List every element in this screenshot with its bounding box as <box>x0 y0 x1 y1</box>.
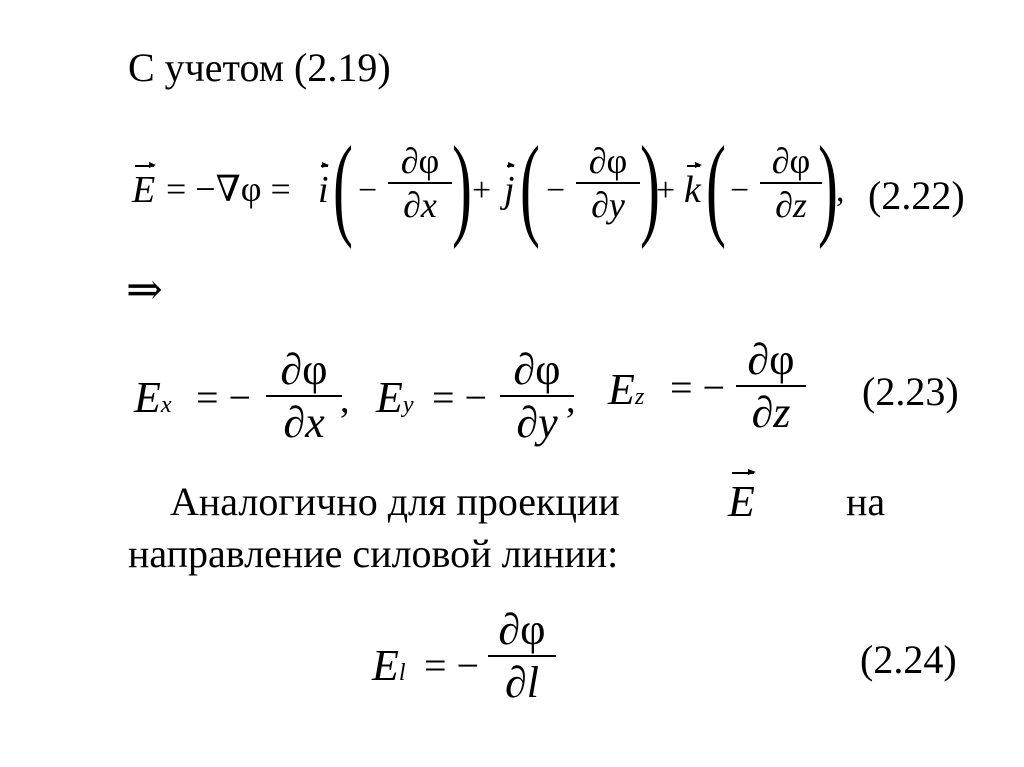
right-paren-1: ) <box>452 123 472 250</box>
numerator: ∂φ <box>771 141 811 181</box>
right-paren-2: ) <box>640 123 660 250</box>
denominator: ∂z <box>751 388 791 437</box>
numerator: ∂φ <box>513 345 561 394</box>
equals-minus: = − <box>424 643 480 688</box>
minus-3: − <box>730 172 750 209</box>
numerator: ∂φ <box>498 605 546 654</box>
fraction-dphi-dx <box>388 140 452 226</box>
comma: , <box>836 172 845 209</box>
equation-number-2-22: (2.22) <box>868 173 965 218</box>
equals-minus-y: = − <box>432 375 488 420</box>
right-paren-3: ) <box>818 123 838 250</box>
fraction-dphi-dz <box>760 140 822 226</box>
equation-number-2-24: (2.24) <box>860 637 957 682</box>
numerator: ∂φ <box>400 141 440 181</box>
numerator: ∂φ <box>747 335 795 384</box>
paragraph-line-1-end: на <box>846 479 886 524</box>
vector-E-inline: E <box>728 477 755 526</box>
fraction-dphi-dy <box>576 140 640 226</box>
vector-E: E <box>132 169 156 211</box>
minus-1: − <box>358 172 378 209</box>
minus-2: − <box>546 172 566 209</box>
unit-vector-j: j <box>504 169 515 211</box>
implies-symbol: ⇒ <box>126 265 163 314</box>
left-paren-1: ( <box>333 123 353 250</box>
unit-vector-i: i <box>318 169 329 211</box>
left-paren-2: ( <box>520 123 540 250</box>
component-Ey: Ey <box>376 373 414 422</box>
denominator: ∂x <box>403 185 437 225</box>
denominator: ∂y <box>516 398 558 447</box>
comma-x: , <box>340 379 350 421</box>
left-paren-3: ( <box>706 123 726 250</box>
unit-vector-k: k <box>684 169 701 211</box>
equals-minus-x: = − <box>196 375 252 420</box>
denominator: ∂z <box>775 185 807 225</box>
fraction-dphi-dl <box>488 604 556 708</box>
numerator: ∂φ <box>588 141 628 181</box>
plus-1: + <box>472 172 492 209</box>
component-Ez: Ez <box>608 365 645 414</box>
fraction-dphi-dx <box>266 344 342 448</box>
denominator: ∂y <box>591 185 625 225</box>
denominator: ∂l <box>505 658 539 707</box>
section-heading: С учетом (2.19) <box>128 45 391 90</box>
comma-y: , <box>566 379 576 421</box>
component-Ex: Ex <box>134 373 172 422</box>
equation-number-2-23: (2.23) <box>862 369 959 414</box>
denominator: ∂x <box>283 398 325 447</box>
plus-2: + <box>656 172 676 209</box>
equals-minus-z: = − <box>670 365 726 410</box>
paragraph-line-2: направление силовой линии: <box>128 531 619 576</box>
fraction-dphi-dz <box>736 334 806 438</box>
gradient-expression: = −∇φ = <box>166 169 291 209</box>
fraction-dphi-dy <box>500 344 574 448</box>
numerator: ∂φ <box>280 345 328 394</box>
component-El: El <box>372 641 406 690</box>
paragraph-line-1-start: Аналогично для проекции <box>170 479 620 524</box>
